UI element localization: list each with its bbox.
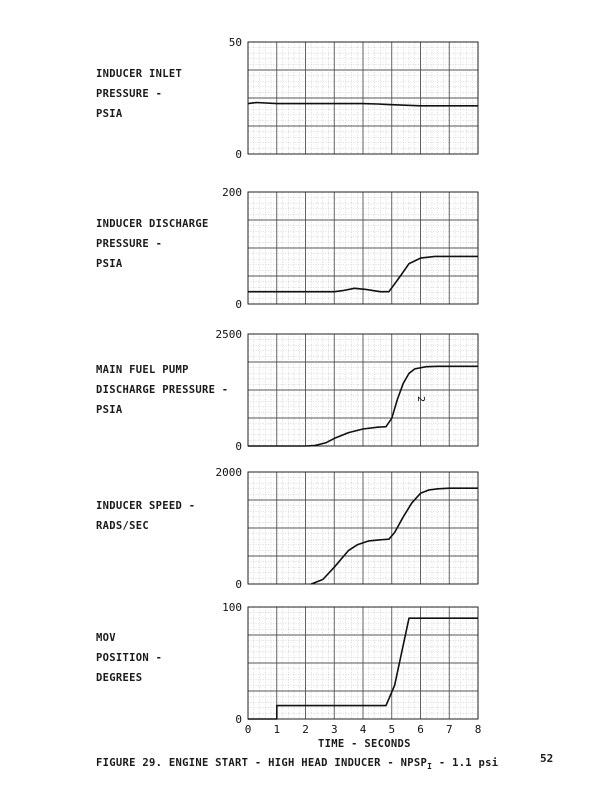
x-tick-label: 0 [244, 723, 252, 736]
y-tick-label: 2000 [215, 466, 242, 479]
x-axis-title: TIME - SECONDS [318, 738, 411, 750]
y-tick-label: 2500 [215, 328, 242, 341]
plot-panel-2 [222, 186, 478, 311]
plot-label-inducer-speed [96, 496, 195, 536]
label-line: MOV [96, 632, 116, 644]
plot-label-mov-position [96, 628, 162, 688]
x-tick-label: 3 [330, 723, 338, 736]
plot-panel-1 [229, 36, 478, 161]
caption-subscript: I [427, 762, 433, 772]
x-tick-label: 2 [302, 723, 309, 736]
x-tick-label: 6 [417, 723, 424, 736]
label-line: PRESSURE - [96, 238, 163, 250]
y-tick-label: 50 [228, 36, 242, 49]
y-tick-label: 0 [235, 440, 242, 453]
y-tick-label: 100 [222, 601, 242, 614]
plot-panel-3 [216, 328, 479, 453]
caption-text: FIGURE 29. ENGINE START - HIGH HEAD INDUCER - NPSP [96, 757, 428, 769]
curve-annotation: 2 [415, 396, 427, 403]
label-line: PSIA [96, 258, 123, 270]
data-series-line [311, 488, 478, 584]
label-line: PRESSURE - [96, 88, 163, 100]
x-tick-label: 8 [474, 723, 482, 736]
plot-label-inducer-discharge-pressure [96, 214, 209, 274]
label-line: INDUCER SPEED - [96, 500, 196, 512]
figure-caption [96, 757, 498, 771]
y-tick-label: 0 [235, 298, 242, 311]
label-line: INDUCER INLET [96, 68, 183, 80]
y-tick-label: 0 [235, 148, 242, 161]
x-tick-label: 7 [445, 723, 453, 736]
x-tick-label: 1 [273, 723, 281, 736]
y-tick-label: 0 [235, 578, 242, 591]
label-line: POSITION - [96, 652, 163, 664]
label-line: PSIA [96, 108, 123, 120]
label-line: DEGREES [96, 672, 143, 684]
label-line: MAIN FUEL PUMP [96, 364, 189, 376]
page-number: 52 [540, 752, 554, 765]
y-tick-label: 200 [222, 186, 242, 199]
label-line: RADS/SEC [96, 520, 149, 532]
caption-suffix: - 1.1 psi [432, 757, 499, 769]
label-line: INDUCER DISCHARGE [96, 218, 209, 230]
x-tick-label: 5 [388, 723, 396, 736]
plot-label-main-fuel-pump-pressure [96, 360, 228, 420]
plot-panel-5 [222, 601, 481, 736]
x-tick-label: 4 [359, 723, 367, 736]
label-line: PSIA [96, 404, 123, 416]
plot-label-inducer-inlet-pressure [96, 64, 182, 124]
plot-panel-4 [216, 466, 479, 591]
label-line: DISCHARGE PRESSURE - [96, 384, 229, 396]
y-tick-label: 0 [235, 713, 242, 726]
